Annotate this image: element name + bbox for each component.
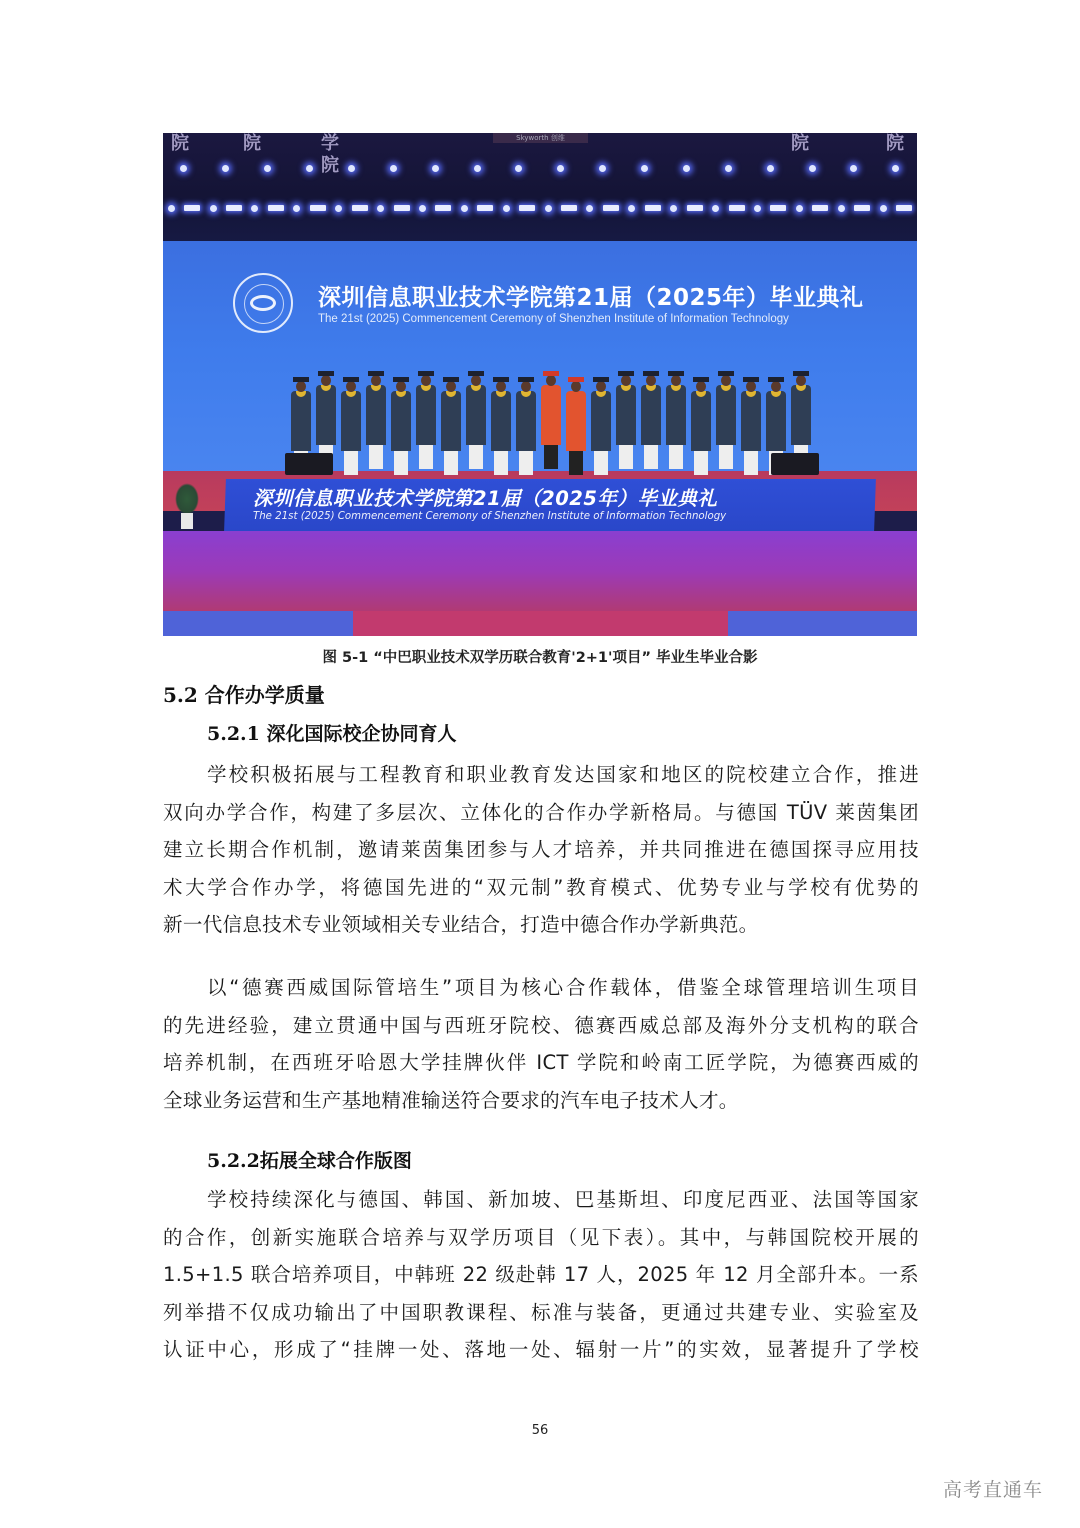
light-icon <box>306 165 313 172</box>
text-line: 双向办学合作，构建了多层次、立体化的合作办学新格局。与德国 TÜV 莱茵集团 <box>163 800 919 824</box>
floor-panel <box>353 611 733 636</box>
text-line: 以“德赛西威国际管培生”项目为核心合作载体，借鉴全球管理培训生项目 <box>207 976 919 999</box>
text-line: 认证中心，形成了“挂牌一处、落地一处、辐射一片”的实效，显著提升了学校 <box>163 1338 919 1362</box>
light-icon <box>251 205 258 212</box>
light-icon <box>754 205 761 212</box>
light-icon <box>503 205 510 212</box>
graduate-figure <box>641 371 661 477</box>
paragraph <box>163 756 919 944</box>
light-bar-icon <box>687 205 703 211</box>
hanging-banner: 院 <box>243 133 261 154</box>
text-line: 新一代信息技术专业领域相关专业结合，打造中德合作办学新典范。 <box>163 913 759 937</box>
graduate-figure <box>591 377 611 477</box>
light-icon <box>796 205 803 212</box>
light-icon <box>168 205 175 212</box>
light-bar-icon <box>435 205 451 211</box>
light-icon <box>545 205 552 212</box>
potted-plant <box>175 483 199 529</box>
light-icon <box>850 165 857 172</box>
text-line: 的先进经验，建立贯通中国与西班牙院校、德赛西威总部及海外分支机构的联合 <box>163 1013 919 1037</box>
light-icon <box>419 205 426 212</box>
light-icon <box>390 165 397 172</box>
light-icon <box>670 205 677 212</box>
light-bar-icon <box>603 205 619 211</box>
backdrop-title: 深圳信息职业技术学院第21届（2025年）毕业典礼 <box>318 285 864 311</box>
paragraph <box>163 969 919 1119</box>
light-bar-icon <box>394 205 410 211</box>
light-icon <box>264 165 271 172</box>
graduates-group <box>291 367 811 477</box>
light-icon <box>377 205 384 212</box>
light-bar-icon <box>896 205 912 211</box>
hanging-banner: 学院 <box>321 133 339 176</box>
light-bar-icon <box>352 205 368 211</box>
light-icon <box>210 205 217 212</box>
light-icon <box>767 165 774 172</box>
light-icon <box>628 205 635 212</box>
light-icon <box>725 165 732 172</box>
subsection-heading: 5.2.1 深化国际校企协同育人 <box>207 723 457 745</box>
light-bar-icon <box>854 205 870 211</box>
light-bar-icon <box>519 205 535 211</box>
screen-label: Skyworth 创维 <box>493 133 588 143</box>
graduate-figure <box>741 377 761 477</box>
stage-carpet <box>163 531 917 611</box>
text-line: 学校持续深化与德国、韩国、新加坡、巴基斯坦、印度尼西亚、法国等国家 <box>207 1188 919 1211</box>
light-bar-icon <box>184 205 200 211</box>
text-line: 1.5+1.5 联合培养项目，中韩班 22 级赴韩 17 人，2025 年 12 月全部升本。一系 <box>163 1263 919 1287</box>
school-logo-icon <box>233 273 293 333</box>
light-icon <box>461 205 468 212</box>
graduation-photo <box>163 133 917 636</box>
light-icon <box>515 165 522 172</box>
floor-panel <box>163 611 363 636</box>
text-line: 列举措不仅成功输出了中国职教课程、标准与装备，更通过共建专业、实验室及 <box>163 1300 919 1324</box>
light-icon <box>712 205 719 212</box>
subsection-heading: 5.2.2拓展全球合作版图 <box>207 1150 412 1172</box>
light-icon <box>880 205 887 212</box>
light-icon <box>599 165 606 172</box>
light-icon <box>641 165 648 172</box>
faculty-figure <box>566 377 586 477</box>
graduate-figure <box>716 371 736 477</box>
figure-caption: 图 5-1 “中巴职业技术双学历联合教育'2+1'项目” 毕业生毕业合影 <box>322 650 758 666</box>
light-bar-icon <box>812 205 828 211</box>
light-icon <box>586 205 593 212</box>
watermark: 高考直通车 <box>943 1479 1044 1501</box>
graduate-figure <box>516 377 536 477</box>
light-icon <box>293 205 300 212</box>
text-line: 术大学合作办学，将德国先进的“双元制”教育模式、优势专业与学校有优势的 <box>163 875 919 899</box>
front-banner-subtitle: The 21st (2025) Commencement Ceremony of Shenzhen Institute of Information Technology <box>253 511 727 522</box>
light-bar-icon <box>729 205 745 211</box>
graduate-figure <box>416 371 436 477</box>
graduate-figure <box>366 371 386 477</box>
graduate-figure <box>391 377 411 477</box>
text-line: 的合作，创新实施联合培养与双学历项目（见下表）。其中，与韩国院校开展的 <box>163 1225 919 1249</box>
logo-emblem <box>250 295 276 311</box>
light-icon <box>557 165 564 172</box>
light-icon <box>683 165 690 172</box>
text-line: 学校积极拓展与工程教育和职业教育发达国家和地区的院校建立合作，推进 <box>207 763 919 786</box>
graduate-figure <box>691 377 711 477</box>
light-bar-icon <box>310 205 326 211</box>
graduate-figure <box>466 371 486 477</box>
page-number: 56 <box>531 1423 549 1438</box>
hanging-banner: 院 <box>171 133 189 154</box>
faculty-figure <box>541 371 561 477</box>
light-icon <box>180 165 187 172</box>
floor-panel <box>728 611 917 636</box>
light-bar-icon <box>561 205 577 211</box>
backdrop-subtitle: The 21st (2025) Commencement Ceremony of Shenzhen Institute of Information Technology <box>318 313 789 325</box>
graduate-figure <box>341 377 361 477</box>
light-icon <box>348 165 355 172</box>
light-icon <box>809 165 816 172</box>
text-line: 建立长期合作机制，邀请莱茵集团参与人才培养，并共同推进在德国探寻应用技 <box>163 838 919 862</box>
light-icon <box>838 205 845 212</box>
speaker-left <box>285 453 333 475</box>
section-heading: 5.2 合作办学质量 <box>163 683 325 707</box>
light-bar-icon <box>268 205 284 211</box>
text-line: 全球业务运营和生产基地精准输送符合要求的汽车电子技术人才。 <box>163 1088 739 1112</box>
light-bar-icon <box>770 205 786 211</box>
stage-lights-bottom <box>163 201 917 215</box>
stage-lights-top <box>163 161 917 175</box>
light-bar-icon <box>226 205 242 211</box>
light-bar-icon <box>645 205 661 211</box>
hanging-banner: 院 <box>791 133 809 154</box>
light-bar-icon <box>477 205 493 211</box>
light-icon <box>474 165 481 172</box>
light-icon <box>432 165 439 172</box>
light-icon <box>335 205 342 212</box>
graduate-figure <box>616 371 636 477</box>
graduate-figure <box>441 377 461 477</box>
light-icon <box>892 165 899 172</box>
front-banner-title: 深圳信息职业技术学院第21届（2025年）毕业典礼 <box>253 487 718 510</box>
speaker-right <box>771 453 819 475</box>
paragraph <box>163 1181 919 1369</box>
light-icon <box>222 165 229 172</box>
hanging-banner: 院 <box>886 133 904 154</box>
graduate-figure <box>491 377 511 477</box>
text-line: 培养机制，在西班牙哈恩大学挂牌伙伴 ICT 学院和岭南工匠学院，为德赛西威的 <box>163 1051 919 1075</box>
graduate-figure <box>666 371 686 477</box>
